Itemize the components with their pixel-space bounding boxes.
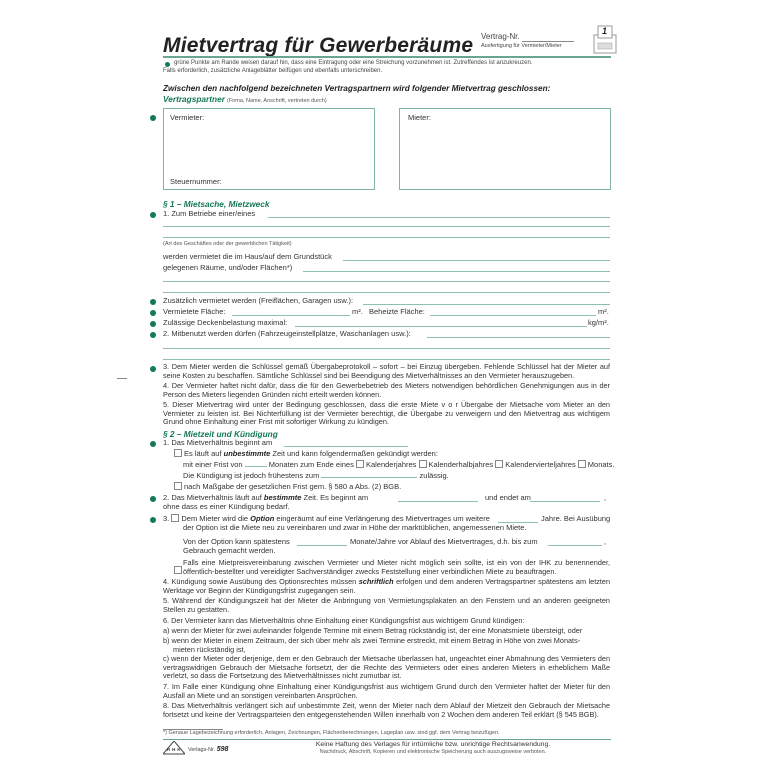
entry-dot-icon (150, 366, 156, 372)
earliest-pre: Die Kündigung ist jedoch frühestens zum (183, 471, 320, 480)
partners-label: Vertragspartner (163, 94, 225, 104)
p2-end: und endet am (485, 493, 531, 502)
rooms-field[interactable] (303, 271, 610, 272)
heated-area-label: Beheizte Fläche: (369, 307, 425, 316)
hint-line-2: Falls erforderlich, zusätzliche Anlageblätter beifügen und ebenfalls unterschreiben. (163, 68, 383, 74)
earliest-line (183, 471, 449, 481)
p3-end: Jahre. Bei Ausübung (541, 514, 611, 523)
p4-post: erfolgen und dem anderen Vertragspartner spätestens am letzten Werktage vor Beginn der Kündigungsfrist zugegangen sein. (163, 577, 611, 595)
area-field[interactable] (232, 315, 350, 316)
statutory-checkbox[interactable] (174, 482, 182, 490)
p3-num: 3. (163, 514, 170, 523)
s2-p6a: a) wenn der Mieter für zwei aufeinander folgende Termine mit einem Betrag rückständig ist, der eine Monatsmiete übersteigt, oder (163, 626, 583, 635)
notice-mid: Monaten zum Ende eines (268, 460, 354, 469)
contract-number-label: Vertrag-Nr. (481, 32, 520, 41)
p2-bold: bestimmte (263, 493, 302, 502)
publisher-no-label: Verlags-Nr. (188, 747, 216, 753)
rented-line-1: werden vermietet die im Haus/auf dem Grundstück (163, 252, 332, 261)
partners-heading (163, 95, 327, 105)
period-checkbox-year[interactable] (356, 460, 364, 468)
landlord-box[interactable] (163, 108, 375, 190)
load-field[interactable] (295, 326, 587, 327)
p3-opt-line2: Gebrauch gemacht werden. (183, 546, 276, 555)
entry-dot-icon (150, 115, 156, 121)
additional-label: Zusätzlich vermietet werden (Freiflächen, Garagen usw.): (163, 296, 354, 305)
notice-months-field[interactable] (245, 466, 267, 467)
page-number-badge (593, 25, 617, 55)
period-year: Kalenderjahres (365, 460, 417, 469)
p3-opt-mid: Monate/Jahre vor Ablauf des Mietvertrages, d.h. bis zum (350, 537, 538, 546)
p2-mid: Zeit. Es beginnt am (303, 493, 369, 502)
heated-area-unit: m². (598, 307, 609, 316)
tenant-label: Mieter: (408, 113, 431, 122)
entry-dot-icon (150, 212, 156, 218)
fixed-end-field[interactable] (530, 501, 600, 502)
period-checkbox-month[interactable] (578, 460, 586, 468)
notice-pre: mit einer Frist von (183, 460, 243, 469)
landlord-label: Vermieter: (170, 113, 205, 122)
document-title: Mietvertrag für Gewerberäume (163, 34, 474, 57)
s2-p5: 5. Während der Kündigungszeit hat der Mieter die Anbringung von Vermietungsplakaten an den Fenstern und an anderen geeigneten Stellen zu gestatten. (163, 596, 610, 614)
page-number: 1 (602, 26, 608, 36)
load-unit: kg/m². (588, 318, 609, 327)
option-checkbox[interactable] (171, 514, 179, 522)
entry-dot-icon (150, 310, 156, 316)
business-type-field[interactable] (268, 217, 610, 218)
copy-label: Ausfertigung für Vermieter/Mieter (481, 43, 562, 49)
p3-line2: der Option ist die Miete neu zu vereinbaren und zwar in Höhe der marktüblichen, angemessenen Miete. (183, 523, 527, 532)
period-quarter: Kalendervierteljahres (505, 460, 576, 469)
s1-p1-label: 1. Zum Betriebe einer/eines (163, 209, 256, 218)
option-deadline-field[interactable] (297, 545, 347, 546)
fold-mark (117, 378, 127, 379)
p2-line2: ohne dass es einer Kündigung bedarf. (163, 502, 290, 511)
rooms-field-3[interactable] (163, 292, 610, 293)
p4-bold: schriftlich (358, 577, 394, 586)
ihk-text: Falls eine Mietpreisvereinbarung zwischen Vermieter und Mieter nicht möglich sein sollte, ist ein von der IHK zu benennender, öffentlich-bestellter und vereidigter Sachverständiger zwecks Feststellung einer verbindlichen Miete zu beauftragen. (183, 558, 610, 576)
p2-comma: , (604, 493, 607, 502)
s1-p3: 3. Dem Mieter werden die Schlüssel gemäß Übergabeprotokoll – sofort – bei Einzug übergeben. Fehlende Schlüssel hat der Mieter auf seine Kosten zu beschaffen. Sämtliche Schlüssel sind bei Beendigung des Mietverhältnisses an den Vermieter herauszugeben. (163, 362, 610, 380)
period-checkbox-quarter[interactable] (495, 460, 503, 468)
earliest-post: zulässig. (419, 471, 449, 480)
shared-use-label: 2. Mitbenutzt werden dürfen (Fahrzeugeinstellplätze, Waschanlagen usw.): (163, 329, 411, 338)
publisher-no-value: 598 (216, 746, 229, 753)
footnote: *) Genaue Lagebezeichnung erforderlich, Anlagen, Zeichnungen, Flächenberechnungen, Lageplan usw. sind ggf. dem Vertrag beizufügen. (163, 730, 500, 736)
disclaimer-1: Keine Haftung des Verlages für irrtümliche bzw. unrichtige Rechtsanwendung. (315, 741, 551, 748)
shared-use-field-2[interactable] (163, 348, 610, 349)
section-1-heading: § 1 – Mietsache, Mietzweck (163, 199, 270, 209)
s1-p4: 4. Der Vermieter haftet nicht dafür, dass die für den Gewerbebetrieb des Mieters notwendigen behördlichen Genehmigungen aus in der Person des Mieters liegenden Gründen nicht erteilt werden können. (163, 381, 610, 399)
option-unlimited (174, 449, 438, 459)
entry-dot-icon (150, 517, 156, 523)
hint-line-1: grüne Punkte am Rande weisen darauf hin, dass eine Eintragung oder eine Streichung vorzunehmen ist. Zutreffendes ist anzukreuzen. (174, 60, 533, 66)
option-until-date-field[interactable] (548, 545, 602, 546)
p3-mid: eingeräumt auf eine Verlängerung des Mietvertrages um weitere (276, 514, 490, 523)
start-date-field[interactable] (284, 446, 408, 447)
shared-use-field[interactable] (427, 337, 610, 338)
entry-dot-icon (150, 321, 156, 327)
s2-p8: 8. Das Mietverhältnis verlängert sich auf unbestimmte Zeit, wenn der Mieter nach dem Ablauf der Mietzeit den Gebrauch der Mietsache fortsetzt und keine der Vertragsparteien den entgegenstehenden Willen innerhalb von 2 Wochen dem anderen Teil erklärt (§ 545 BGB). (163, 701, 610, 719)
s2-p7: 7. Im Falle einer Kündigung ohne Einhaltung einer Kündigungsfrist aus wichtigem Grund durch den Vermieter haftet der Mieter für den Ausfall an Miete und an sonstigen vereinbarten Ansprüchen. (163, 682, 610, 700)
s2-p6b-2: mieten rückständig ist, (173, 645, 246, 654)
contract-number-field[interactable] (522, 41, 574, 42)
period-half-year: Kalenderhalbjahres (428, 460, 494, 469)
publisher-number (188, 745, 228, 756)
entry-dot-icon (150, 299, 156, 305)
opt-b-text: nach Maßgabe der gesetzlichen Frist gem. § 580 a Abs. (2) BGB. (184, 482, 402, 491)
tenant-box[interactable] (399, 108, 611, 190)
p3-opt-comma: , (604, 537, 607, 546)
business-type-field-3[interactable] (163, 237, 610, 238)
option-statutory (174, 482, 401, 492)
opt-a-bold: unbestimmte (223, 449, 271, 458)
intro-heading: Zwischen den nachfolgend bezeichneten Vertragspartnern wird folgender Mietvertrag geschlossen: (163, 84, 551, 93)
s2-p6b-1: b) wenn der Mieter in einem Zeitraum, der sich über mehr als zwei Termine erstreckt, mit einem Betrag in Höhe von zwei Monats- (163, 636, 581, 645)
period-month: Monats. (587, 460, 615, 469)
property-address-field[interactable] (343, 260, 610, 261)
disclaimer-2: Nachdruck, Abschrift, Kopieren und elektronische Speicherung auch auszugsweise verboten. (319, 749, 547, 755)
footer-rule (163, 739, 611, 740)
business-type-field-2[interactable] (163, 226, 610, 227)
partners-note: (Firma, Name, Anschrift, vertreten durch) (227, 98, 327, 104)
area-label: Vermietete Fläche: (163, 307, 226, 316)
business-type-note: (Art des Geschäftes oder der gewerblichen Tätigkeit) (163, 241, 292, 247)
entry-dot-icon (150, 332, 156, 338)
tax-number-label: Steuernummer: (170, 177, 222, 186)
publisher-logo (163, 741, 185, 755)
heated-area-field[interactable] (430, 315, 596, 316)
shared-use-field-3[interactable] (163, 359, 610, 360)
s2-p6c: c) wenn der Mieter oder derjenige, dem er den Gebrauch der Mietsache überlassen hat, ungeachtet einer Abmahnung des Vermieters den vertragswidrigen Gebrauch der Mietsache fortsetzt, der die Rechte des Vermieters oder eines anderen Mieters in erheblichem Maße verletzt, so dass die Fortsetzung des Mietverhältnisses nicht zumutbar ist. (163, 654, 610, 681)
period-checkbox-half-year[interactable] (419, 460, 427, 468)
p3-bold: Option (250, 514, 275, 523)
header-rule (163, 56, 611, 58)
fixed-start-field[interactable] (398, 501, 478, 502)
s2-p4 (163, 578, 610, 595)
load-label: Zulässige Deckenbelastung maximal: (163, 318, 288, 327)
ihk-checkbox[interactable] (174, 566, 182, 574)
rented-line-2: gelegenen Räume, und/oder Flächen*) (163, 263, 293, 272)
additional-field[interactable] (363, 304, 610, 305)
unlimited-checkbox[interactable] (174, 449, 182, 457)
p2-pre: 2. Das Mietverhältnis läuft auf (163, 493, 262, 502)
notice-line (183, 460, 614, 470)
p4-pre: 4. Kündigung sowie Ausübung des Optionsrechtes müssen (163, 577, 357, 586)
s2-p6: 6. Der Vermieter kann das Mietverhältnis ohne Einhaltung einer Kündigungsfrist aus wichtigem Grund kündigen: (163, 616, 525, 625)
green-dot-legend-icon (165, 62, 170, 67)
opt-a-post: Zeit und kann folgendermaßen gekündigt werden: (272, 449, 438, 458)
s2-p1-label: 1. Das Mietverhältnis beginnt am (163, 438, 273, 447)
publisher-logo-text: R H K (167, 747, 181, 752)
s1-p5: 5. Dieser Mietvertrag wird unter der Bedingung geschlossen, dass die erste Miete v o r Übergabe der Mietsache vom Mieter an den Vermieter zu leisten ist. Bei Nichterfüllung ist der Vermieter berechtigt, die Übergabe zu verweigern und den Mietvertrag aus wichtigem Grund ohne Einhaltung einer Frist mit sofortiger Wirkung zu kündigen. (163, 400, 610, 427)
earliest-date-field[interactable] (321, 477, 417, 478)
p3-pre: Dem Mieter wird die (181, 514, 249, 523)
opt-a-pre: Es läuft auf (184, 449, 222, 458)
entry-dot-icon (150, 441, 156, 447)
entry-dot-icon (150, 496, 156, 502)
rooms-field-2[interactable] (163, 281, 610, 282)
p3-opt-pre: Von der Option kann spätestens (183, 537, 290, 546)
section-2-heading: § 2 – Mietzeit und Kündigung (163, 429, 278, 439)
area-unit: m². (352, 307, 363, 316)
